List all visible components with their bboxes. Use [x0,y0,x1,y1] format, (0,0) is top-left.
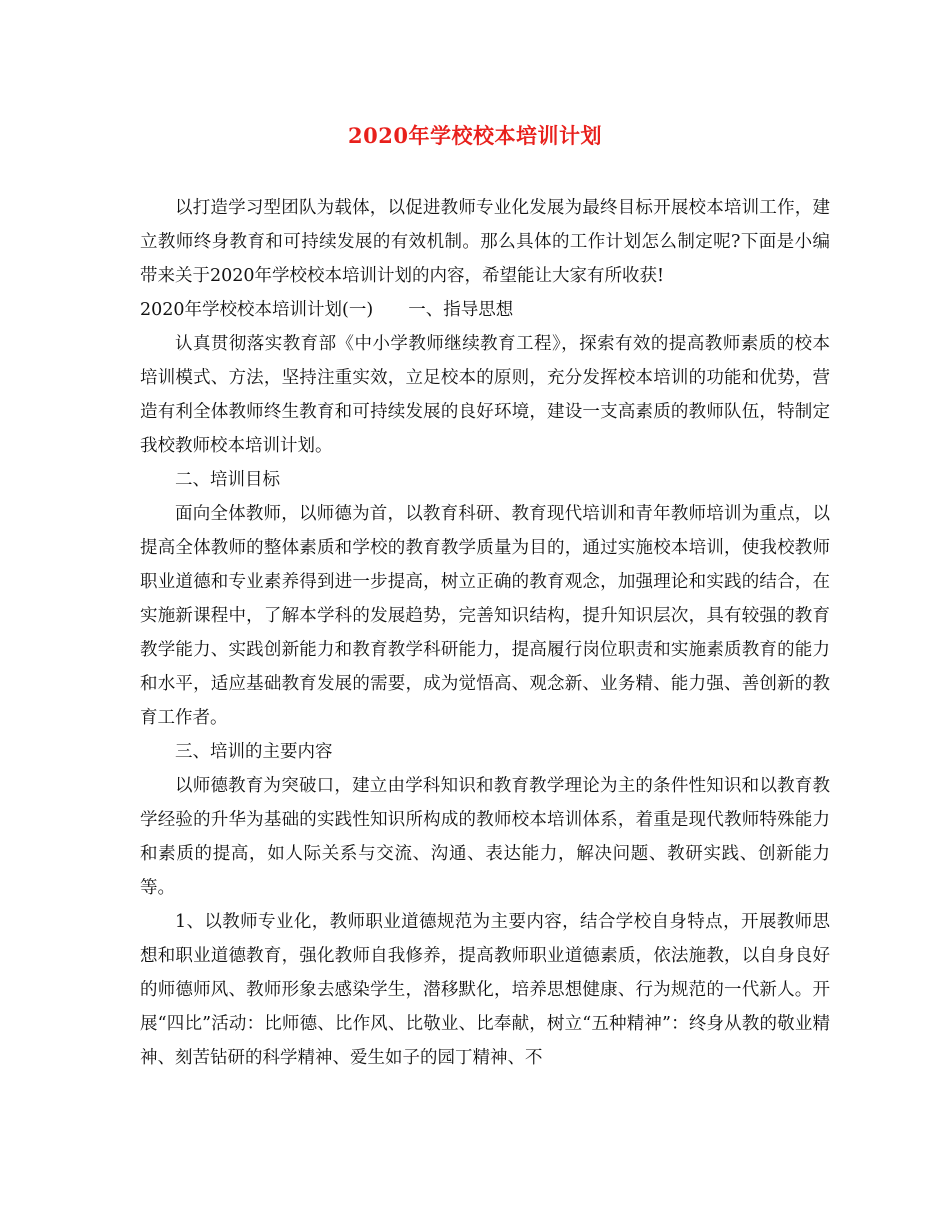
paragraph-plan-heading: 2020年学校校本培训计划(一) 一、指导思想 [140,300,514,320]
document-body [140,191,830,1075]
section-heading-goals: 二、培训目标 [175,470,280,490]
paragraph-item-1: 1、以教师专业化，教师职业道德规范为主要内容，结合学校自身特点，开展教师思想和职业道德教育，强化教师自我修养，提高教师职业道德素质，依法施教，以自身良好的师德师风、教师形象去感染学生，潜移默化，培养思想健康、行为规范的一代新人。开展“四比”活动：比师德、比作风、比敬业、比奉献，树立“五种精神”：终身从教的敬业精神、刻苦钻研的科学精神、爱生如子的园丁精神、不 [140,912,830,1068]
document-title: 2020年学校校本培训计划 [348,123,602,148]
paragraph-intro: 以打造学习型团队为载体，以促进教师专业化发展为最终目标开展校本培训工作，建立教师终身教育和可持续发展的有效机制。那么具体的工作计划怎么制定呢?下面是小编带来关于2020年学校校本培训计划的内容，希望能让大家有所收获! [140,198,830,286]
paragraph-content: 以师德教育为突破口，建立由学科知识和教育教学理论为主的条件性知识和以教育教学经验的升华为基础的实践性知识所构成的教师校本培训体系，着重是现代教师特殊能力和素质的提高，如人际关系与交流、沟通、表达能力，解决问题、教研实践、创新能力等。 [140,776,830,898]
paragraph-goals: 面向全体教师，以师德为首，以教育科研、教育现代培训和青年教师培训为重点，以提高全体教师的整体素质和学校的教育教学质量为目的，通过实施校本培训，使我校教师职业道德和专业素养得到进一步提高，树立正确的教育观念，加强理论和实践的结合，在实施新课程中，了解本学科的发展趋势，完善知识结构，提升知识层次，具有较强的教育教学能力、实践创新能力和教育教学科研能力，提高履行岗位职责和实施素质教育的能力和水平，适应基础教育发展的需要，成为觉悟高、观念新、业务精、能力强、善创新的教育工作者。 [140,504,830,728]
paragraph-guiding-ideology: 认真贯彻落实教育部《中小学教师继续教育工程》，探索有效的提高教师素质的校本培训模式、方法，坚持注重实效，立足校本的原则，充分发挥校本培训的功能和优势，营造有利全体教师终生教育和可持续发展的良好环境，建设一支高素质的教师队伍，特制定我校教师校本培训计划。 [140,334,830,456]
section-heading-content: 三、培训的主要内容 [175,742,333,762]
